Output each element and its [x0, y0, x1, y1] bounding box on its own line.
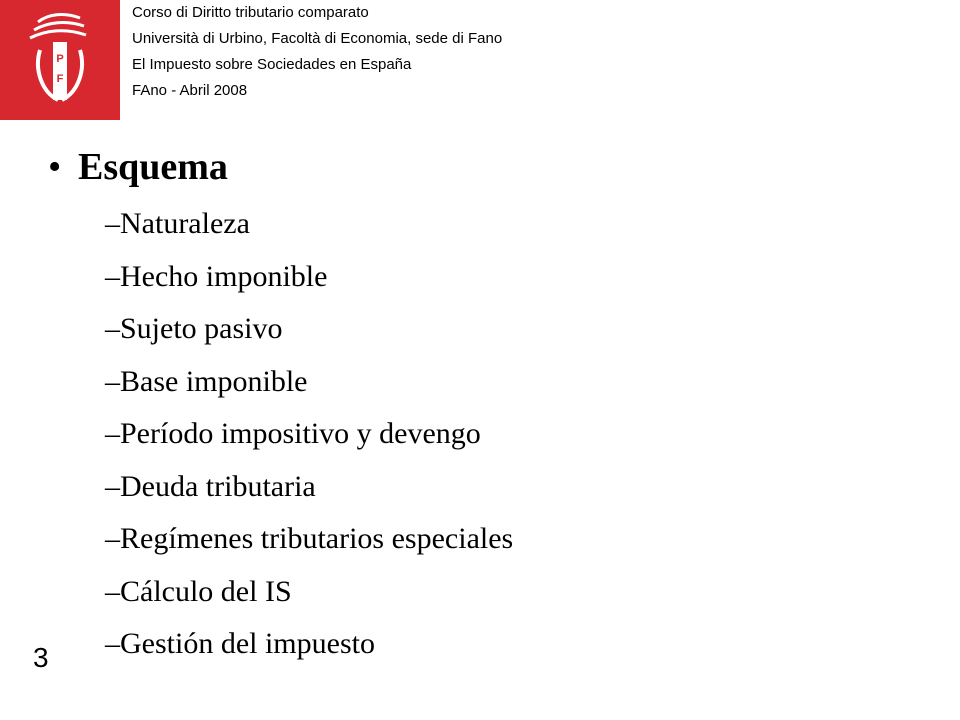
- svg-text:F: F: [56, 73, 64, 85]
- dash-marker: –: [105, 259, 120, 293]
- svg-text:P: P: [56, 53, 64, 65]
- outline-item-label: Regímenes tributarios especiales: [120, 522, 514, 555]
- outline-item: [48, 365, 513, 418]
- outline-item-label: Gestión del impuesto: [120, 627, 375, 660]
- outline-item: [48, 627, 513, 680]
- slide-title: Esquema: [78, 146, 228, 188]
- header-line-topic: El Impuesto sobre Sociedades en España: [132, 56, 412, 73]
- dash-marker: –: [105, 417, 120, 450]
- header-line-date: FAno - Abril 2008: [132, 82, 248, 99]
- outline-item: [48, 207, 513, 260]
- outline-item-label: Base imponible: [120, 364, 308, 398]
- outline-item-label: Cálculo del IS: [120, 574, 292, 608]
- outline-item-label: Hecho imponible: [120, 259, 328, 293]
- dash-marker: –: [105, 207, 120, 240]
- outline-list: [48, 207, 513, 680]
- outline-item: [48, 417, 513, 470]
- header-line-course: Corso di Diritto tributario comparato: [132, 4, 369, 21]
- title-row: [48, 145, 513, 197]
- urbino-seal-icon: [0, 0, 120, 120]
- dash-marker: –: [105, 364, 120, 398]
- outline-item-label: Período impositivo y devengo: [120, 417, 481, 450]
- dash-marker: –: [105, 574, 120, 608]
- slide-header: [132, 0, 502, 104]
- outline-item-label: Naturaleza: [120, 207, 250, 240]
- outline-item-label: Sujeto pasivo: [120, 312, 283, 345]
- outline-item-label: Deuda tributaria: [120, 469, 316, 503]
- university-logo: [0, 0, 120, 120]
- bullet-icon: •: [48, 146, 62, 188]
- outline-item: [48, 522, 513, 575]
- dash-marker: –: [105, 469, 120, 503]
- dash-marker: –: [105, 522, 120, 555]
- outline-item: [48, 575, 513, 628]
- dash-marker: –: [105, 627, 120, 660]
- slide-number: 3: [33, 642, 49, 673]
- outline-item: [48, 470, 513, 523]
- slide-content: [48, 145, 513, 680]
- outline-item: [48, 260, 513, 313]
- dash-marker: –: [105, 312, 120, 345]
- header-line-university: Università di Urbino, Facoltà di Economia, sede di Fano: [132, 30, 503, 47]
- outline-item: [48, 312, 513, 365]
